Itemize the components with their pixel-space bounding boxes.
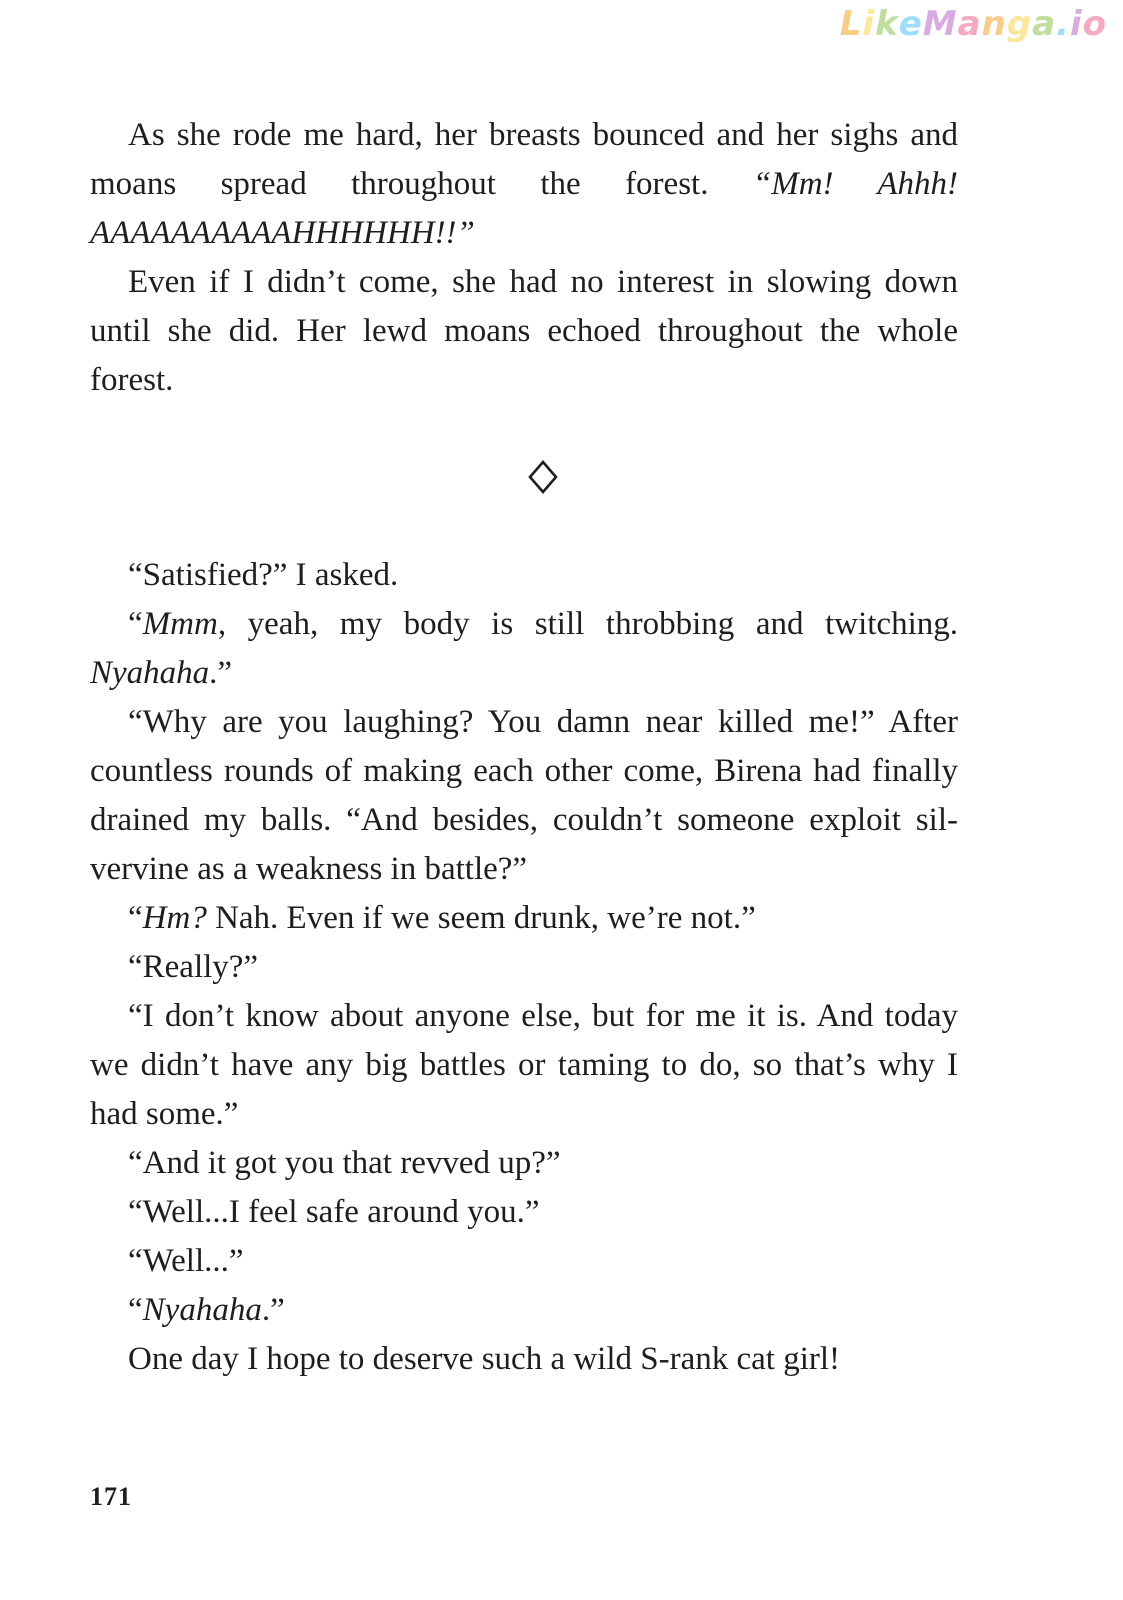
paragraph-p10: [90, 1188, 958, 1237]
watermark-letter: g: [1006, 4, 1033, 44]
paragraph-segment: “Well...I feel safe around you.”: [128, 1194, 540, 1230]
watermark-letter: a: [957, 4, 982, 44]
watermark-letter: i: [862, 4, 876, 44]
paragraph-p6: [90, 894, 958, 943]
watermark-letter: e: [898, 4, 923, 44]
paragraph-segment: “Satisfied?” I asked.: [128, 557, 399, 593]
paragraph-p7: [90, 943, 958, 992]
paragraph-segment: Hm?: [142, 900, 207, 936]
paragraph-p2: [90, 258, 958, 405]
paragraph-segment: Even if I didn’t come, she had no interest in slowing down until she did. Her lewd moans echoed throughout the whole forest.: [90, 264, 958, 398]
paragraph-p12: [90, 1286, 958, 1335]
paragraph-p1: [90, 111, 958, 258]
text-block-bottom: [90, 551, 958, 1384]
watermark-letter: L: [839, 4, 863, 44]
paragraph-segment: “Really?”: [128, 949, 259, 985]
paragraph-segment: “: [128, 900, 143, 936]
diamond-divider-icon: [528, 460, 558, 494]
paragraph-p3: [90, 551, 958, 600]
watermark-letter: M: [922, 4, 958, 44]
page-number: 171: [90, 1482, 132, 1511]
paragraph-segment: “And it got you that revved up?”: [128, 1145, 561, 1181]
paragraph-segment: One day I hope to deserve such a wild S-rank cat girl!: [128, 1341, 841, 1377]
watermark-letter: o: [1082, 4, 1107, 44]
paragraph-p5: [90, 698, 958, 894]
paragraph-p13: [90, 1335, 958, 1384]
paragraph-p9: [90, 1139, 958, 1188]
paragraph-segment: “Mm! Ahhh! AAAAAAAAAAHHHHHH!!”: [90, 166, 959, 251]
paragraph-segment: Nah. Even if we seem drunk, we’re not.”: [206, 900, 756, 936]
watermark-letter: k: [875, 4, 899, 44]
paragraph-segment: , yeah, my body is still throbbing and twitching.: [217, 606, 958, 642]
paragraph-p4: [90, 600, 958, 698]
paragraph-segment: Nyahaha: [90, 655, 210, 691]
paragraph-segment: .”: [261, 1292, 285, 1328]
paragraph-segment: “: [128, 606, 143, 642]
paragraph-segment: Nyahaha: [142, 1292, 262, 1328]
paragraph-segment: “I don’t know about anyone else, but for me it is. And today we didn’t have any big battles or taming to do, so that’s why I had some.”: [90, 998, 958, 1132]
watermark-letter: n: [981, 4, 1007, 44]
paragraph-segment: “Well...”: [128, 1243, 244, 1279]
watermark-letter: i: [1069, 4, 1083, 44]
paragraph-p11: [90, 1237, 958, 1286]
paragraph-segment: “Why are you laughing? You damn near killed me!” After countless rounds of making each other come, Birena had finally drained my balls. “And besides, couldn’t someone exploit silvervine as a weakness in battle?”: [90, 704, 958, 887]
paragraph-segment: “: [128, 1292, 143, 1328]
watermark-letter: .: [1056, 4, 1070, 44]
watermark-logo: [840, 4, 1107, 44]
paragraph-segment: Mmm: [142, 606, 218, 642]
paragraph-segment: As she rode me hard, her breasts bounced and her sighs and moans spread throughout the forest.: [90, 117, 958, 202]
paragraph-segment: .”: [209, 655, 233, 691]
paragraph-p8: [90, 992, 958, 1139]
text-block-top: [90, 111, 958, 405]
watermark-letter: a: [1032, 4, 1057, 44]
